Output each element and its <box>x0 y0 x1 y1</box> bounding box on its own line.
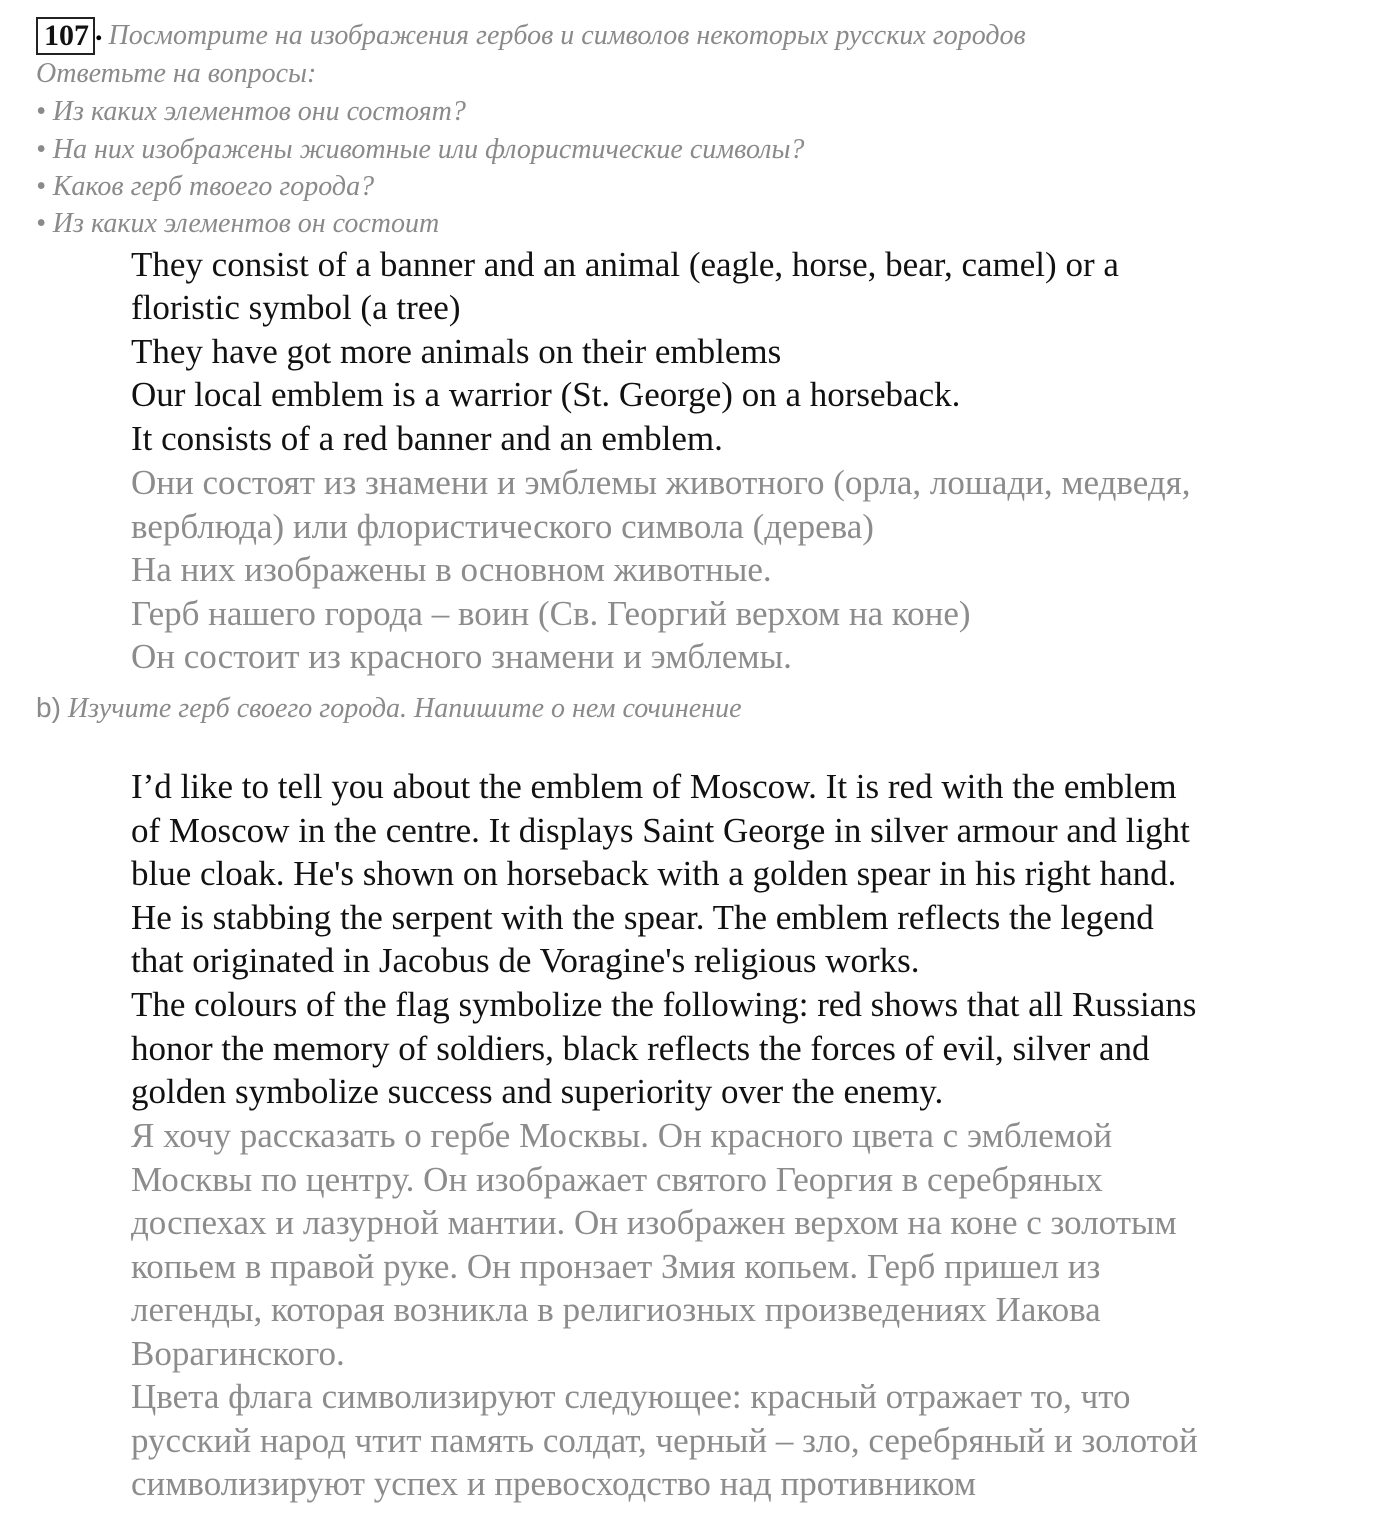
task-instruction: Посмотрите на изображения гербов и символов некоторых русских городов <box>108 20 1026 52</box>
subtask-b-instruction: Изучите герб своего города. Напишите о нем сочинение <box>67 693 742 724</box>
answer-b-ru-line-9: символизируют успех и превосходство над противником <box>131 1464 976 1503</box>
answer-b-en-line-5: that originated in Jacobus de Voragine's religious works. <box>131 941 920 980</box>
question-2: • На них изображены животные или флористические символы? <box>36 134 805 165</box>
answer-b-ru-line-1: Я хочу рассказать о гербе Москвы. Он красного цвета с эмблемой <box>131 1116 1113 1155</box>
answer-b-ru-line-8: русский народ чтит память солдат, черный – зло, серебряный и золотой <box>131 1421 1198 1460</box>
subtask-b-letter: b) <box>36 692 61 723</box>
answer-a-en-line-2: floristic symbol (a tree) <box>131 288 461 327</box>
answer-a-ru-line-1: Они состоят из знамени и эмблемы животного (орла, лошади, медведя, <box>131 463 1191 502</box>
question-1: • Из каких элементов они состоят? <box>36 96 466 127</box>
answer-a-en-line-5: It consists of a red banner and an emblem. <box>131 419 723 458</box>
answer-b-ru-line-7: Цвета флага символизируют следующее: красный отражает то, что <box>131 1377 1131 1416</box>
subtask-b <box>36 692 742 725</box>
answer-b-ru-line-6: Ворагинского. <box>131 1334 345 1373</box>
answer-a-en-line-3: They have got more animals on their emblems <box>131 332 782 371</box>
task-prompt: Ответьте на вопросы: <box>36 58 317 89</box>
answer-a-en-line-4: Our local emblem is a warrior (St. George) on a horseback. <box>131 375 961 414</box>
task-number: 107 <box>36 17 95 55</box>
answer-b-en-line-4: He is stabbing the serpent with the spear. The emblem reflects the legend <box>131 898 1154 937</box>
answer-a-en-line-1: They consist of a banner and an animal (eagle, horse, bear, camel) or a <box>131 245 1119 284</box>
answer-a-ru-line-4: Герб нашего города – воин (Св. Георгий верхом на коне) <box>131 594 971 633</box>
answer-b-en-line-2: of Moscow in the centre. It displays Saint George in silver armour and light <box>131 811 1190 850</box>
task-number-dot: . <box>95 14 103 47</box>
answer-b-en-line-6: The colours of the flag symbolize the following: red shows that all Russians <box>131 985 1197 1024</box>
answer-b-en-line-8: golden symbolize success and superiority over the enemy. <box>131 1072 944 1111</box>
answer-a-ru-line-5: Он состоит из красного знамени и эмблемы. <box>131 637 792 676</box>
question-4: • Из каких элементов он состоит <box>36 208 440 239</box>
answer-b-ru-line-3: доспехах и лазурной мантии. Он изображен верхом на коне с золотым <box>131 1203 1177 1242</box>
answer-b-en-line-3: blue cloak. He's shown on horseback with a golden spear in his right hand. <box>131 854 1177 893</box>
question-3: • Каков герб твоего города? <box>36 171 375 202</box>
answer-b-ru-line-5: легенды, которая возникла в религиозных произведениях Иакова <box>131 1290 1101 1329</box>
answer-b-ru-line-2: Москвы по центру. Он изображает святого Георгия в серебряных <box>131 1160 1103 1199</box>
task-header <box>36 14 1026 55</box>
answer-b-ru-line-4: копьем в правой руке. Он пронзает Змия копьем. Герб пришел из <box>131 1247 1101 1286</box>
answer-b-en-line-1: I’d like to tell you about the emblem of Moscow. It is red with the emblem <box>131 767 1177 806</box>
answer-a-ru-line-3: На них изображены в основном животные. <box>131 550 772 589</box>
answer-b-en-line-7: honor the memory of soldiers, black reflects the forces of evil, silver and <box>131 1029 1150 1068</box>
answer-a-ru-line-2: верблюда) или флористического символа (дерева) <box>131 507 874 546</box>
